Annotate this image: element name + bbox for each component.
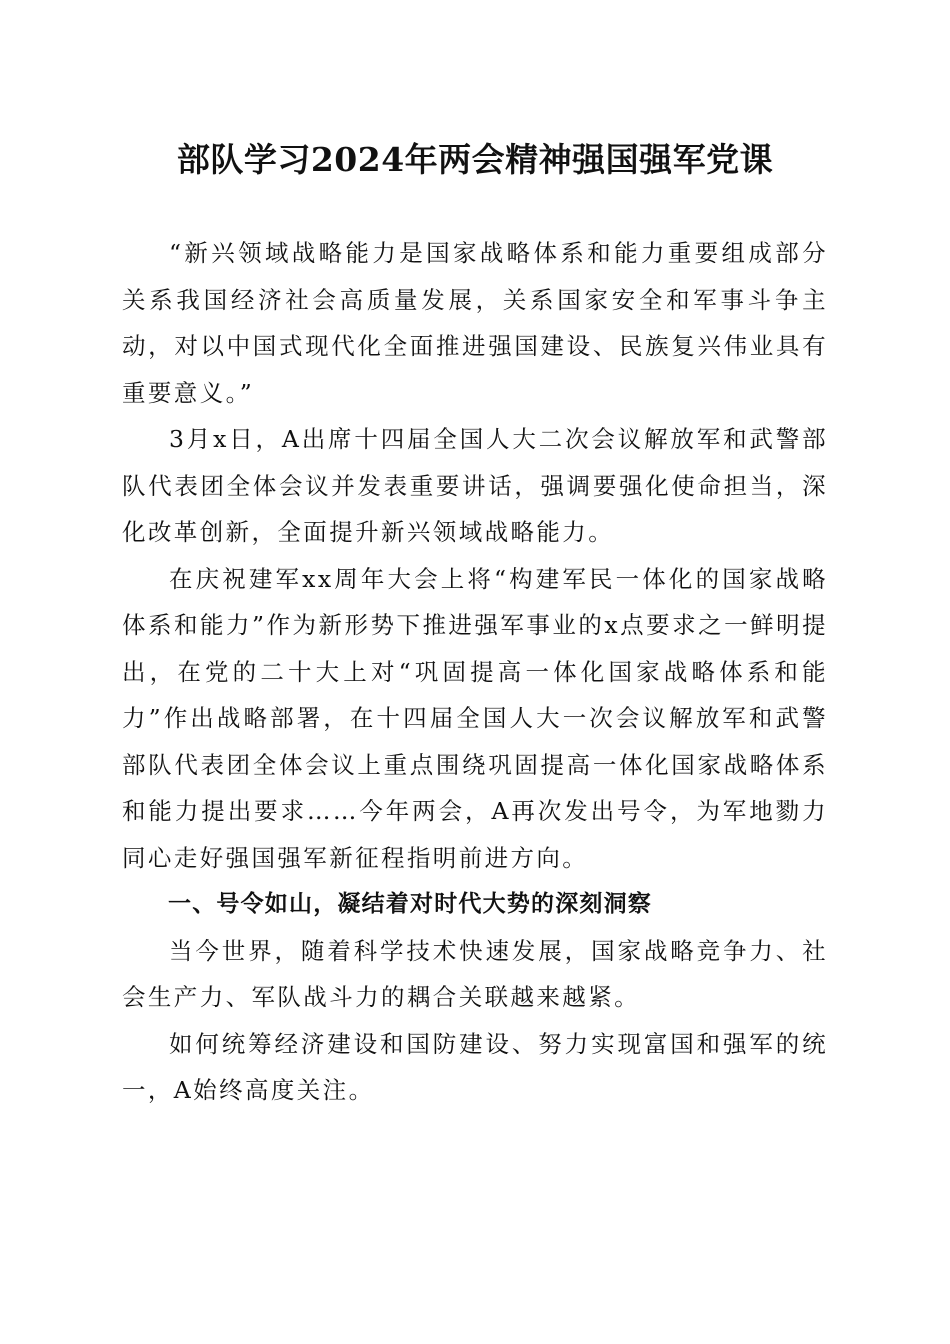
section-heading-1: 一、号令如山，凝结着对时代大势的深刻洞察 bbox=[168, 891, 652, 917]
document-title: 部队学习2024年两会精神强国强军党课 bbox=[176, 140, 774, 179]
paragraph-history: 在庆祝建军xx周年大会上将“构建军民一体化的国家战略体系和能力”作为新形势下推进强军事业的x点要求之一鲜明提出，在党的二十大上对“巩固提高一体化国家战略体系和能力”作出战略部署，在十四届全国人大一次会议解放军和武警部队代表团全体会议上重点围绕巩固提高一体化国家战略体系和能力提出要求……今年两会，A再次发出号令，为军地勠力同心走好强国强军新征程指明前进方向。 bbox=[122, 564, 828, 872]
paragraph-quote: “新兴领域战略能力是国家战略体系和能力重要组成部分关系我国经济社会高质量发展，关系国家安全和军事斗争主动，对以中国式现代化全面推进强国建设、民族复兴伟业具有重要意义。” bbox=[122, 239, 828, 407]
paragraph-world: 当今世界，随着科学技术快速发展，国家战略竞争力、社会生产力、军队战斗力的耦合关联越来越紧。 bbox=[122, 936, 828, 1011]
paragraph-speech: 3月x日，A出席十四届全国人大二次会议解放军和武警部队代表团全体会议并发表重要讲话，强调要强化使命担当，深化改革创新，全面提升新兴领域战略能力。 bbox=[122, 425, 828, 546]
paragraph-coordination: 如何统筹经济建设和国防建设、努力实现富国和强军的统一，A始终高度关注。 bbox=[122, 1029, 828, 1104]
document-body bbox=[122, 230, 828, 1114]
